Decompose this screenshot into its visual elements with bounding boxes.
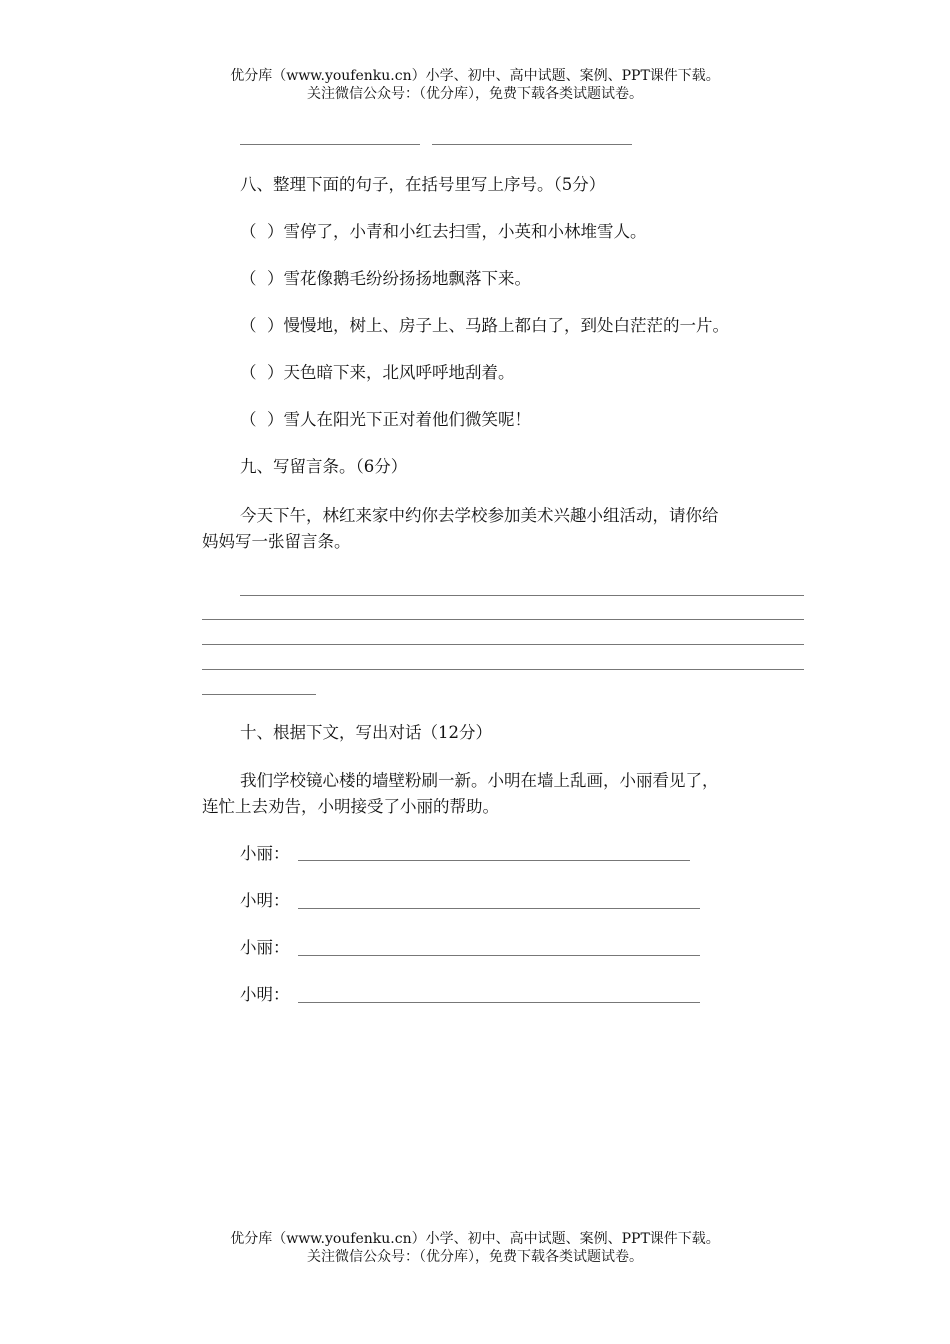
footer-line-2: 关注微信公众号：（优分库），免费下载各类试题试卷。 xyxy=(307,1249,643,1265)
section9-prompt-line-2: 妈妈写一张留言条。 xyxy=(202,532,351,551)
page-footer xyxy=(0,1230,950,1266)
sentence-item-4: （ ）天色暗下来，北风呼呼地刮着。 xyxy=(240,363,515,382)
section10-title: 十、根据下文，写出对话（12分） xyxy=(240,723,492,742)
dialogue-answer-line[interactable] xyxy=(298,860,690,861)
writing-line[interactable] xyxy=(202,619,804,620)
writing-line[interactable] xyxy=(202,669,804,670)
footer-line-1: 优分库（www.youfenku.cn）小学、初中、高中试题、案例、PPT课件下载。 xyxy=(230,1231,720,1247)
dialogue-label-xiaoming-2: 小明： xyxy=(240,985,290,1004)
answer-line[interactable] xyxy=(432,144,632,145)
header-line-1: 优分库（www.youfenku.cn）小学、初中、高中试题、案例、PPT课件下载。 xyxy=(230,68,720,84)
section10-prompt-line-1: 我们学校镜心楼的墙壁粉刷一新。小明在墙上乱画，小丽看见了， xyxy=(240,771,719,790)
page-header xyxy=(0,67,950,103)
section9-prompt-line-1: 今天下午，林红来家中约你去学校参加美术兴趣小组活动，请你给 xyxy=(240,506,719,525)
writing-line[interactable] xyxy=(240,595,804,596)
dialogue-answer-line[interactable] xyxy=(298,1002,700,1003)
section10-prompt-line-2: 连忙上去劝告，小明接受了小丽的帮助。 xyxy=(202,797,499,816)
dialogue-answer-line[interactable] xyxy=(298,955,700,956)
dialogue-label-xiaoming-1: 小明： xyxy=(240,891,290,910)
sentence-item-5: （ ）雪人在阳光下正对着他们微笑呢！ xyxy=(240,410,531,429)
answer-line[interactable] xyxy=(240,144,420,145)
sentence-item-1: （ ）雪停了，小青和小红去扫雪，小英和小林堆雪人。 xyxy=(240,222,647,241)
dialogue-label-xiaoli-2: 小丽： xyxy=(240,938,290,957)
dialogue-label-xiaoli-1: 小丽： xyxy=(240,844,290,863)
sentence-item-2: （ ）雪花像鹅毛纷纷扬扬地飘落下来。 xyxy=(240,269,531,288)
sentence-item-3: （ ）慢慢地，树上、房子上、马路上都白了，到处白茫茫的一片。 xyxy=(240,316,729,335)
section8-title: 八、整理下面的句子，在括号里写上序号。（5分） xyxy=(240,175,606,194)
dialogue-answer-line[interactable] xyxy=(298,908,700,909)
header-line-2: 关注微信公众号：（优分库），免费下载各类试题试卷。 xyxy=(307,86,643,102)
writing-line[interactable] xyxy=(202,644,804,645)
section9-title: 九、写留言条。（6分） xyxy=(240,457,408,476)
writing-line[interactable] xyxy=(202,694,316,695)
